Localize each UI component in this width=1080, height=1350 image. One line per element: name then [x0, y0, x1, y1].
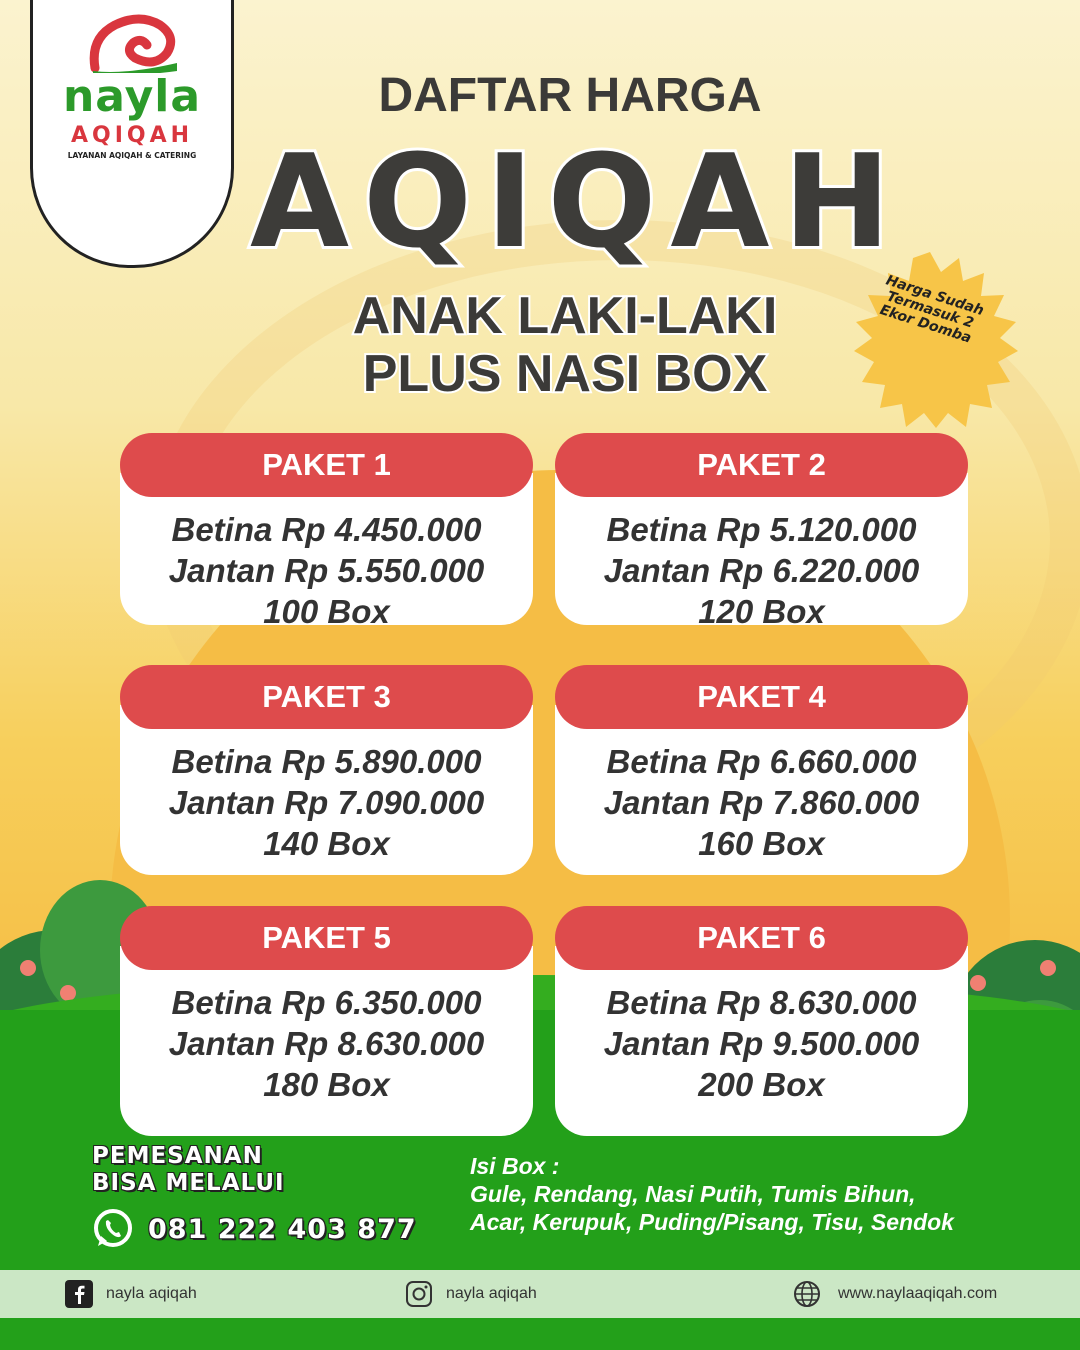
- package-title: PAKET 1: [120, 433, 533, 497]
- website-url[interactable]: www.naylaaqiqah.com: [838, 1285, 998, 1302]
- package-body: [120, 946, 533, 1136]
- order-line-2: BISA MELALUI: [92, 1170, 285, 1196]
- instagram-handle[interactable]: nayla aqiqah: [446, 1285, 537, 1302]
- package-body: [555, 705, 968, 875]
- package-title: PAKET 2: [555, 433, 968, 497]
- price-betina: Betina Rp 5.890.000: [171, 743, 482, 780]
- package-body: [120, 705, 533, 875]
- box-count: 100 Box: [263, 593, 390, 630]
- logo-card: [30, 0, 234, 268]
- package-card-5: [120, 906, 533, 1136]
- package-card-1: [120, 433, 533, 630]
- globe-icon: [792, 1279, 822, 1309]
- bottom-green-bar: [0, 1318, 1080, 1350]
- price-betina: Betina Rp 5.120.000: [606, 511, 917, 548]
- box-count: 120 Box: [698, 593, 825, 630]
- price-betina: Betina Rp 8.630.000: [606, 984, 917, 1021]
- box-contents: [470, 1152, 1070, 1236]
- package-card-2: [555, 433, 968, 630]
- header-anak-laki-laki: ANAK LAKI-LAKI: [352, 287, 778, 345]
- footer-instagram[interactable]: [404, 1279, 537, 1309]
- logo-brand: nayla: [62, 71, 202, 122]
- header-plus-nasi-box: PLUS NASI BOX: [362, 345, 768, 403]
- package-card-3: [120, 665, 533, 875]
- price-jantan: Jantan Rp 6.220.000: [603, 552, 920, 589]
- box-count: 160 Box: [698, 825, 825, 862]
- box-count: 140 Box: [263, 825, 390, 862]
- badge-text: Harga Sudah Termasuk 2 Ekor Domba: [877, 272, 986, 347]
- header-daftar-harga: DAFTAR HARGA: [378, 69, 762, 122]
- package-card-4: [555, 665, 968, 875]
- package-title: PAKET 5: [120, 906, 533, 970]
- package-title: PAKET 4: [555, 665, 968, 729]
- instagram-icon: [404, 1279, 434, 1309]
- header-aqiqah: AQIQAH: [250, 128, 905, 277]
- price-jantan: Jantan Rp 7.860.000: [603, 784, 920, 821]
- order-line-1: PEMESANAN: [92, 1143, 263, 1169]
- price-betina: Betina Rp 6.350.000: [171, 984, 482, 1021]
- box-contents-line-1: Gule, Rendang, Nasi Putih, Tumis Bihun,: [470, 1181, 916, 1207]
- logo-swirl-icon: [85, 13, 180, 73]
- package-title: PAKET 3: [120, 665, 533, 729]
- price-jantan: Jantan Rp 7.090.000: [168, 784, 485, 821]
- box-contents-label: Isi Box :: [470, 1153, 560, 1179]
- phone-number[interactable]: 081 222 403 877: [148, 1213, 417, 1245]
- phone-contact[interactable]: [92, 1208, 417, 1250]
- order-info: [92, 1143, 285, 1197]
- box-count: 180 Box: [263, 1066, 390, 1103]
- box-count: 200 Box: [698, 1066, 825, 1103]
- logo-subbrand: AQIQAH: [70, 123, 194, 148]
- price-jantan: Jantan Rp 8.630.000: [168, 1025, 485, 1062]
- logo-tagline: LAYANAN AQIQAH & CATERING: [67, 151, 197, 160]
- box-contents-line-2: Acar, Kerupuk, Puding/Pisang, Tisu, Sendok: [470, 1209, 954, 1235]
- price-betina: Betina Rp 4.450.000: [171, 511, 482, 548]
- package-title: PAKET 6: [555, 906, 968, 970]
- whatsapp-icon: [92, 1208, 134, 1250]
- facebook-icon: [64, 1279, 94, 1309]
- footer-facebook[interactable]: [64, 1279, 197, 1309]
- footer-website[interactable]: [792, 1279, 997, 1309]
- package-card-6: [555, 906, 968, 1136]
- package-body: [555, 946, 968, 1136]
- price-badge-starburst: [842, 252, 1018, 428]
- price-jantan: Jantan Rp 5.550.000: [168, 552, 485, 589]
- facebook-handle[interactable]: nayla aqiqah: [106, 1285, 197, 1302]
- price-jantan: Jantan Rp 9.500.000: [603, 1025, 920, 1062]
- price-betina: Betina Rp 6.660.000: [606, 743, 917, 780]
